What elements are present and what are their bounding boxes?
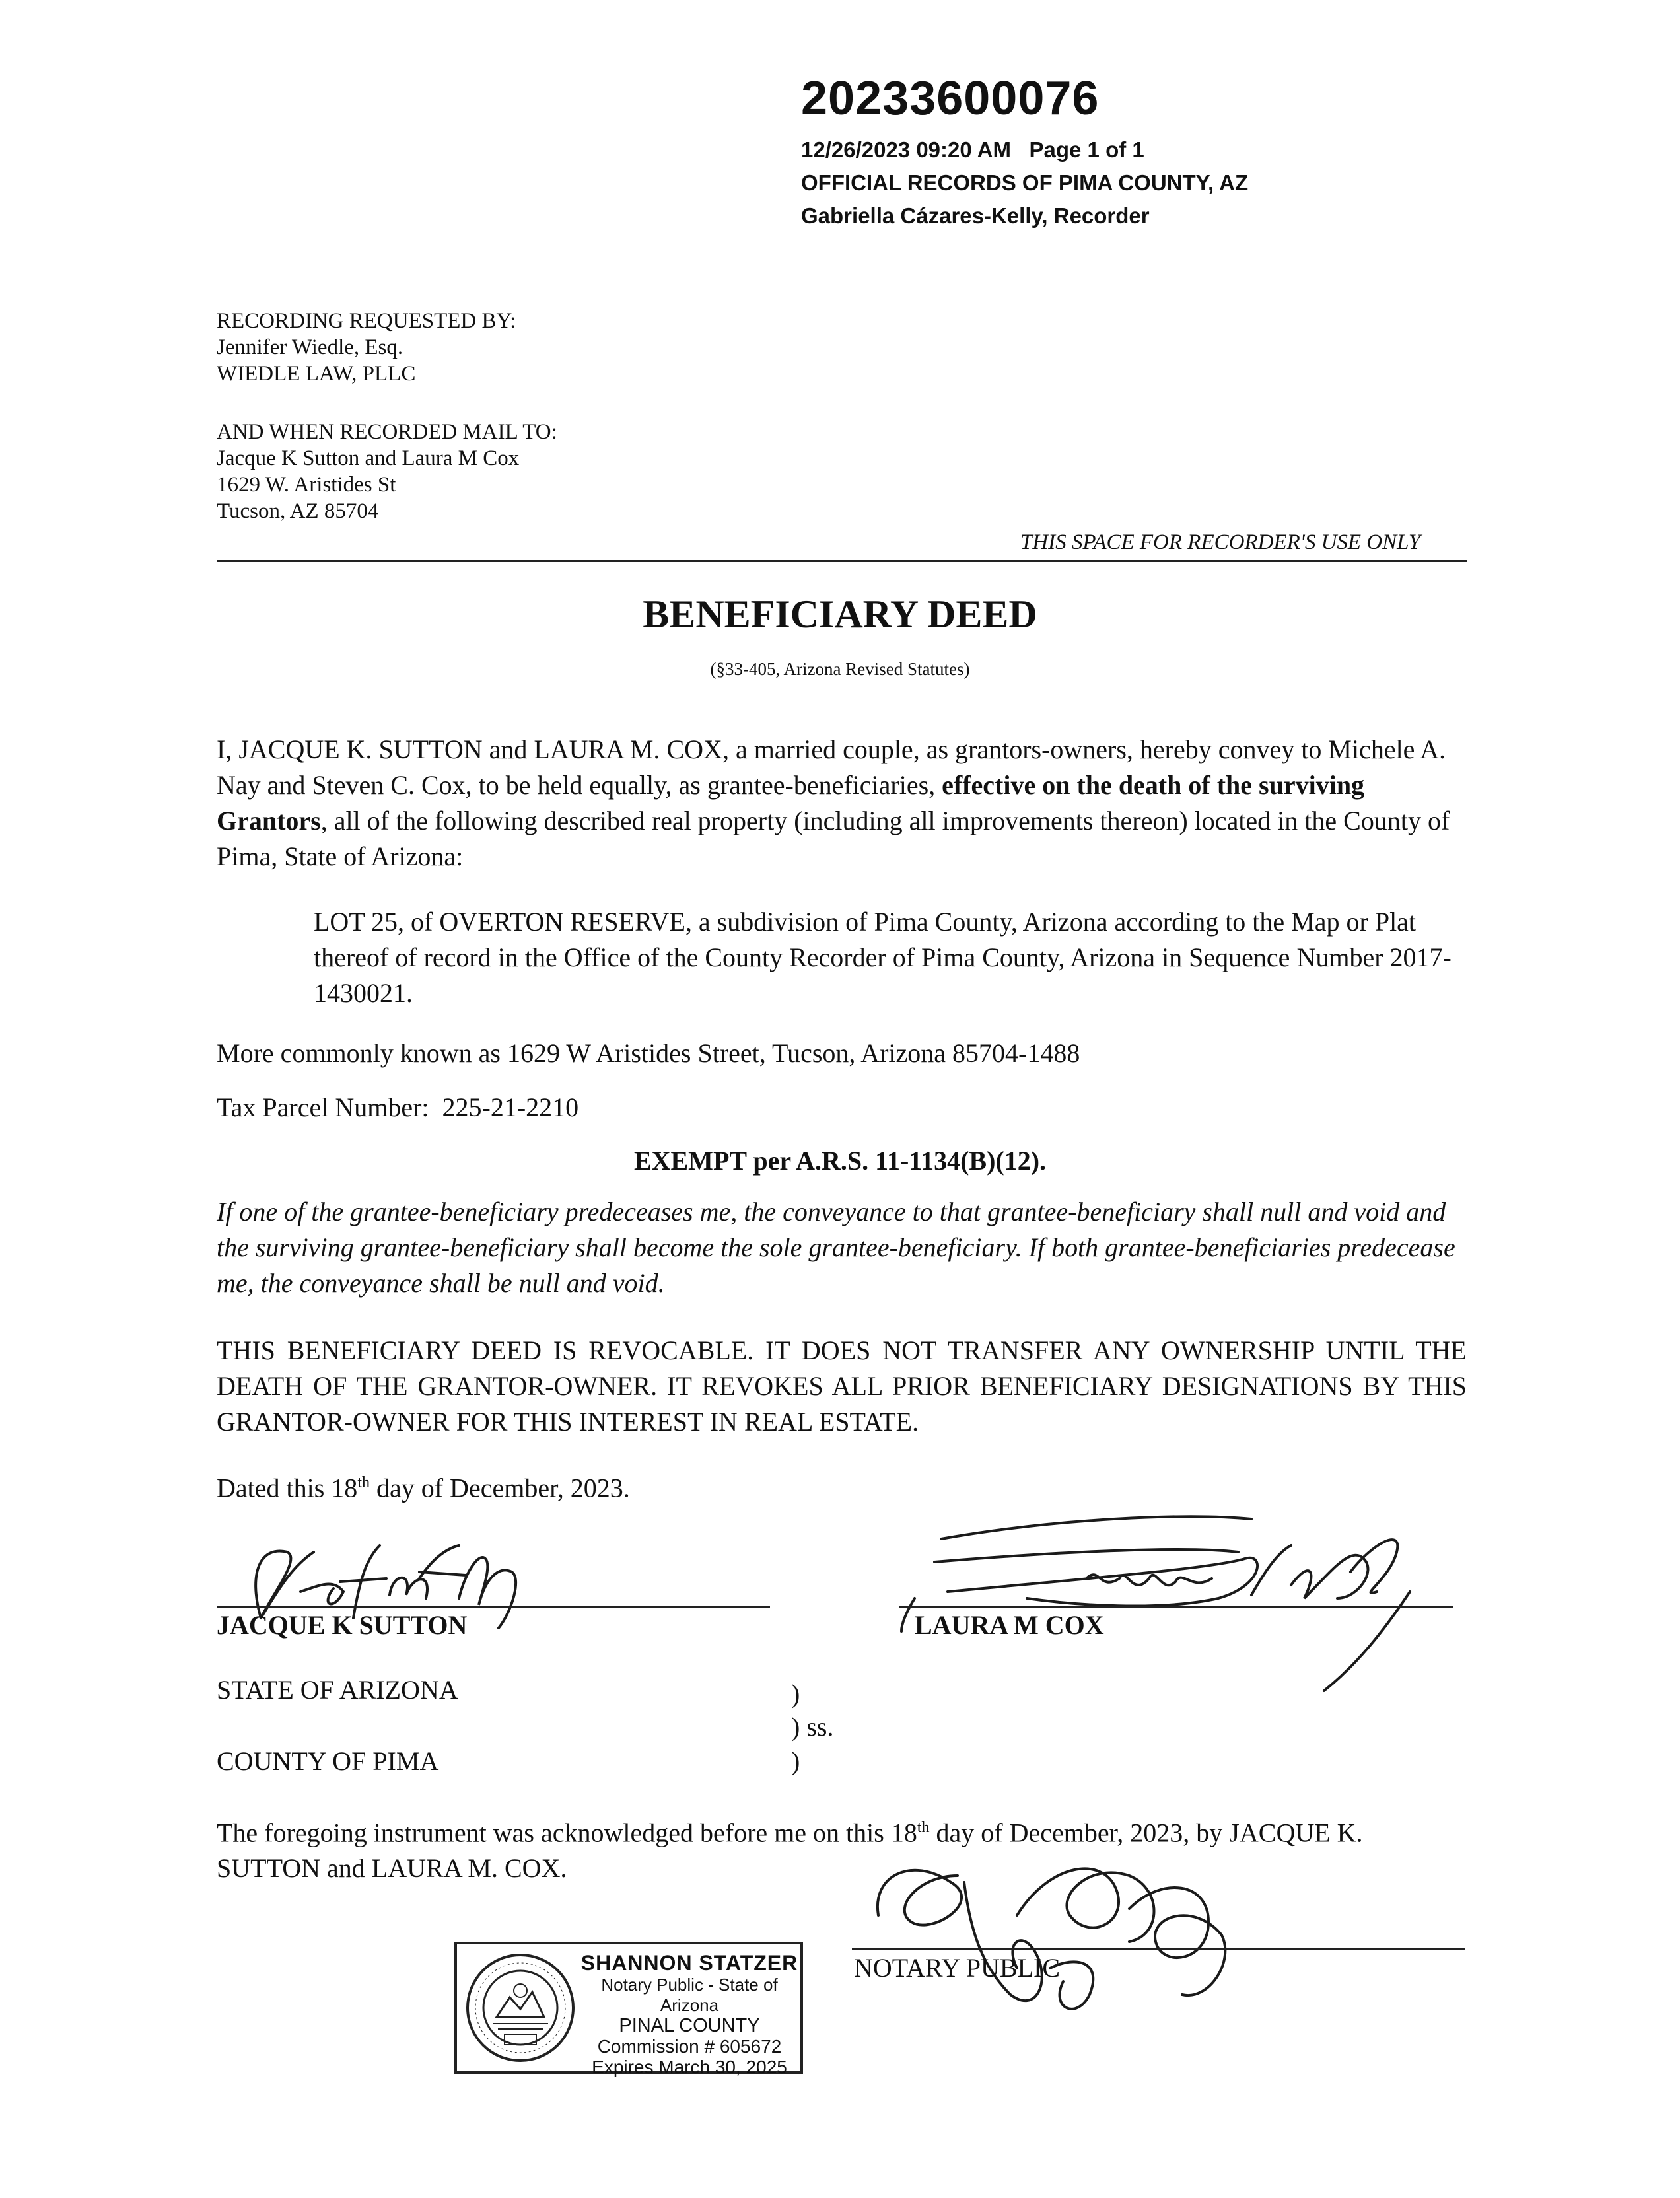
grantor-2-signature-line (899, 1606, 1453, 1608)
recording-office: OFFICIAL RECORDS OF PIMA COUNTY, AZ (801, 170, 1249, 195)
legal-description: LOT 25, of OVERTON RESERVE, a subdivision of Pima County, Arizona according to the Map or Plat thereof of record in the Office of the County Recorder of Pima County, Arizona in Sequence Number 2017-1430021. (314, 907, 1452, 1008)
acknowledgment-text: The foregoing instrument was acknowledged before me on this 18 (217, 1818, 917, 1848)
conveyance-effective-clause: effective on the death of the surviving Grantors (217, 770, 1365, 835)
mail-to-names: Jacque K Sutton and Laura M Cox (217, 446, 520, 470)
requested-by-heading: RECORDING REQUESTED BY: (217, 309, 516, 333)
venue-county: COUNTY OF PIMA (217, 1746, 439, 1776)
deed-title: BENEFICIARY DEED (643, 592, 1037, 636)
notary-name: SHANNON STATZER (580, 1951, 798, 1975)
mail-to-block (217, 419, 557, 524)
deed-statute: (§33-405, Arizona Revised Statutes) (710, 659, 970, 679)
acknowledgment-paragraph (217, 1810, 1471, 1886)
venue-ss: ) ss. (791, 1712, 834, 1742)
venue-state: STATE OF ARIZONA (217, 1675, 458, 1705)
recording-requested-by-block (217, 308, 516, 387)
recorder-space-label: THIS SPACE FOR RECORDER'S USE ONLY (1020, 530, 1421, 554)
notary-expires: Expires March 30, 2025 (592, 2057, 787, 2077)
dated-suffix: th (357, 1474, 370, 1491)
grantor-2-signature (789, 1499, 1450, 1717)
recorder-divider (217, 560, 1467, 562)
conveyance-text: I, JACQUE K. SUTTON and LAURA M. COX, a married couple, as grantors-owners, hereby convey to Michele A. Nay and Steven C. Cox, to be held equally, as grantee-beneficiaries, (217, 734, 1446, 800)
conveyance-paragraph (217, 732, 1471, 874)
predecease-clause: If one of the grantee-beneficiary predeceases me, the conveyance to that grantee-beneficiary shall null and void and the surviving grantee-beneficiary shall become the sole grantee-beneficiary. If both grantee-beneficiaries predecease me, the conveyance shall be null and void. (217, 1197, 1455, 1298)
acknowledgment-suffix: th (917, 1819, 930, 1836)
notary-commission: Commission # 605672 (597, 2036, 782, 2057)
recording-recorder: Gabriella Cázares-Kelly, Recorder (801, 203, 1150, 228)
venue-bracket-top: ) (791, 1679, 800, 1709)
document-number: 20233600076 (801, 72, 1100, 125)
notary-stamp-text (580, 1951, 799, 2077)
mail-to-street: 1629 W. Aristides St (217, 473, 396, 497)
acknowledgment-text-end: day of December, 2023, by JACQUE K. SUTTON and LAURA M. COX. (217, 1818, 1363, 1884)
grantor-2-name: LAURA M COX (915, 1610, 1104, 1640)
dated-text-end: day of December, 2023. (369, 1473, 630, 1503)
mail-to-city: Tucson, AZ 85704 (217, 499, 379, 523)
notary-stamp (454, 1942, 803, 2077)
property-address: More commonly known as 1629 W Aristides Street, Tucson, Arizona 85704-1488 (217, 1038, 1080, 1068)
recording-datetime: 12/26/2023 09:20 AM Page 1 of 1 (801, 137, 1144, 162)
grantor-1-signature-line (217, 1606, 770, 1608)
dated-line (217, 1465, 630, 1506)
arizona-seal-icon (464, 1951, 577, 2065)
notary-title: Notary Public - State of Arizona (601, 1975, 778, 2015)
venue-bracket-bottom: ) (791, 1746, 800, 1776)
conveyance-text-end: , all of the following described real property (including all improvements thereon) located in the County of Pima, State of Arizona: (217, 806, 1450, 871)
notary-signature (852, 1836, 1235, 2034)
dated-text: Dated this 18 (217, 1473, 358, 1503)
notary-signature-line (852, 1948, 1465, 1950)
notary-public-label: NOTARY PUBLIC (854, 1953, 1061, 1983)
requested-by-firm: WIEDLE LAW, PLLC (217, 362, 416, 386)
exempt-statement: EXEMPT per A.R.S. 11-1134(B)(12). (633, 1146, 1047, 1176)
revocable-clause: THIS BENEFICIARY DEED IS REVOCABLE. IT DOES NOT TRANSFER ANY OWNERSHIP UNTIL THE DEATH OF THE GRANTOR-OWNER. IT REVOKES ALL PRIOR BENEFICIARY DESIGNATIONS BY THIS GRANTOR-OWNER FOR THIS INTEREST IN REAL ESTATE. (217, 1335, 1467, 1436)
notary-county: PINAL COUNTY (619, 2015, 760, 2036)
requested-by-name: Jennifer Wiedle, Esq. (217, 336, 403, 359)
mail-to-heading: AND WHEN RECORDED MAIL TO: (217, 420, 557, 444)
grantor-1-name: JACQUE K SUTTON (217, 1610, 468, 1640)
tax-parcel-number: Tax Parcel Number: 225-21-2210 (217, 1092, 579, 1122)
